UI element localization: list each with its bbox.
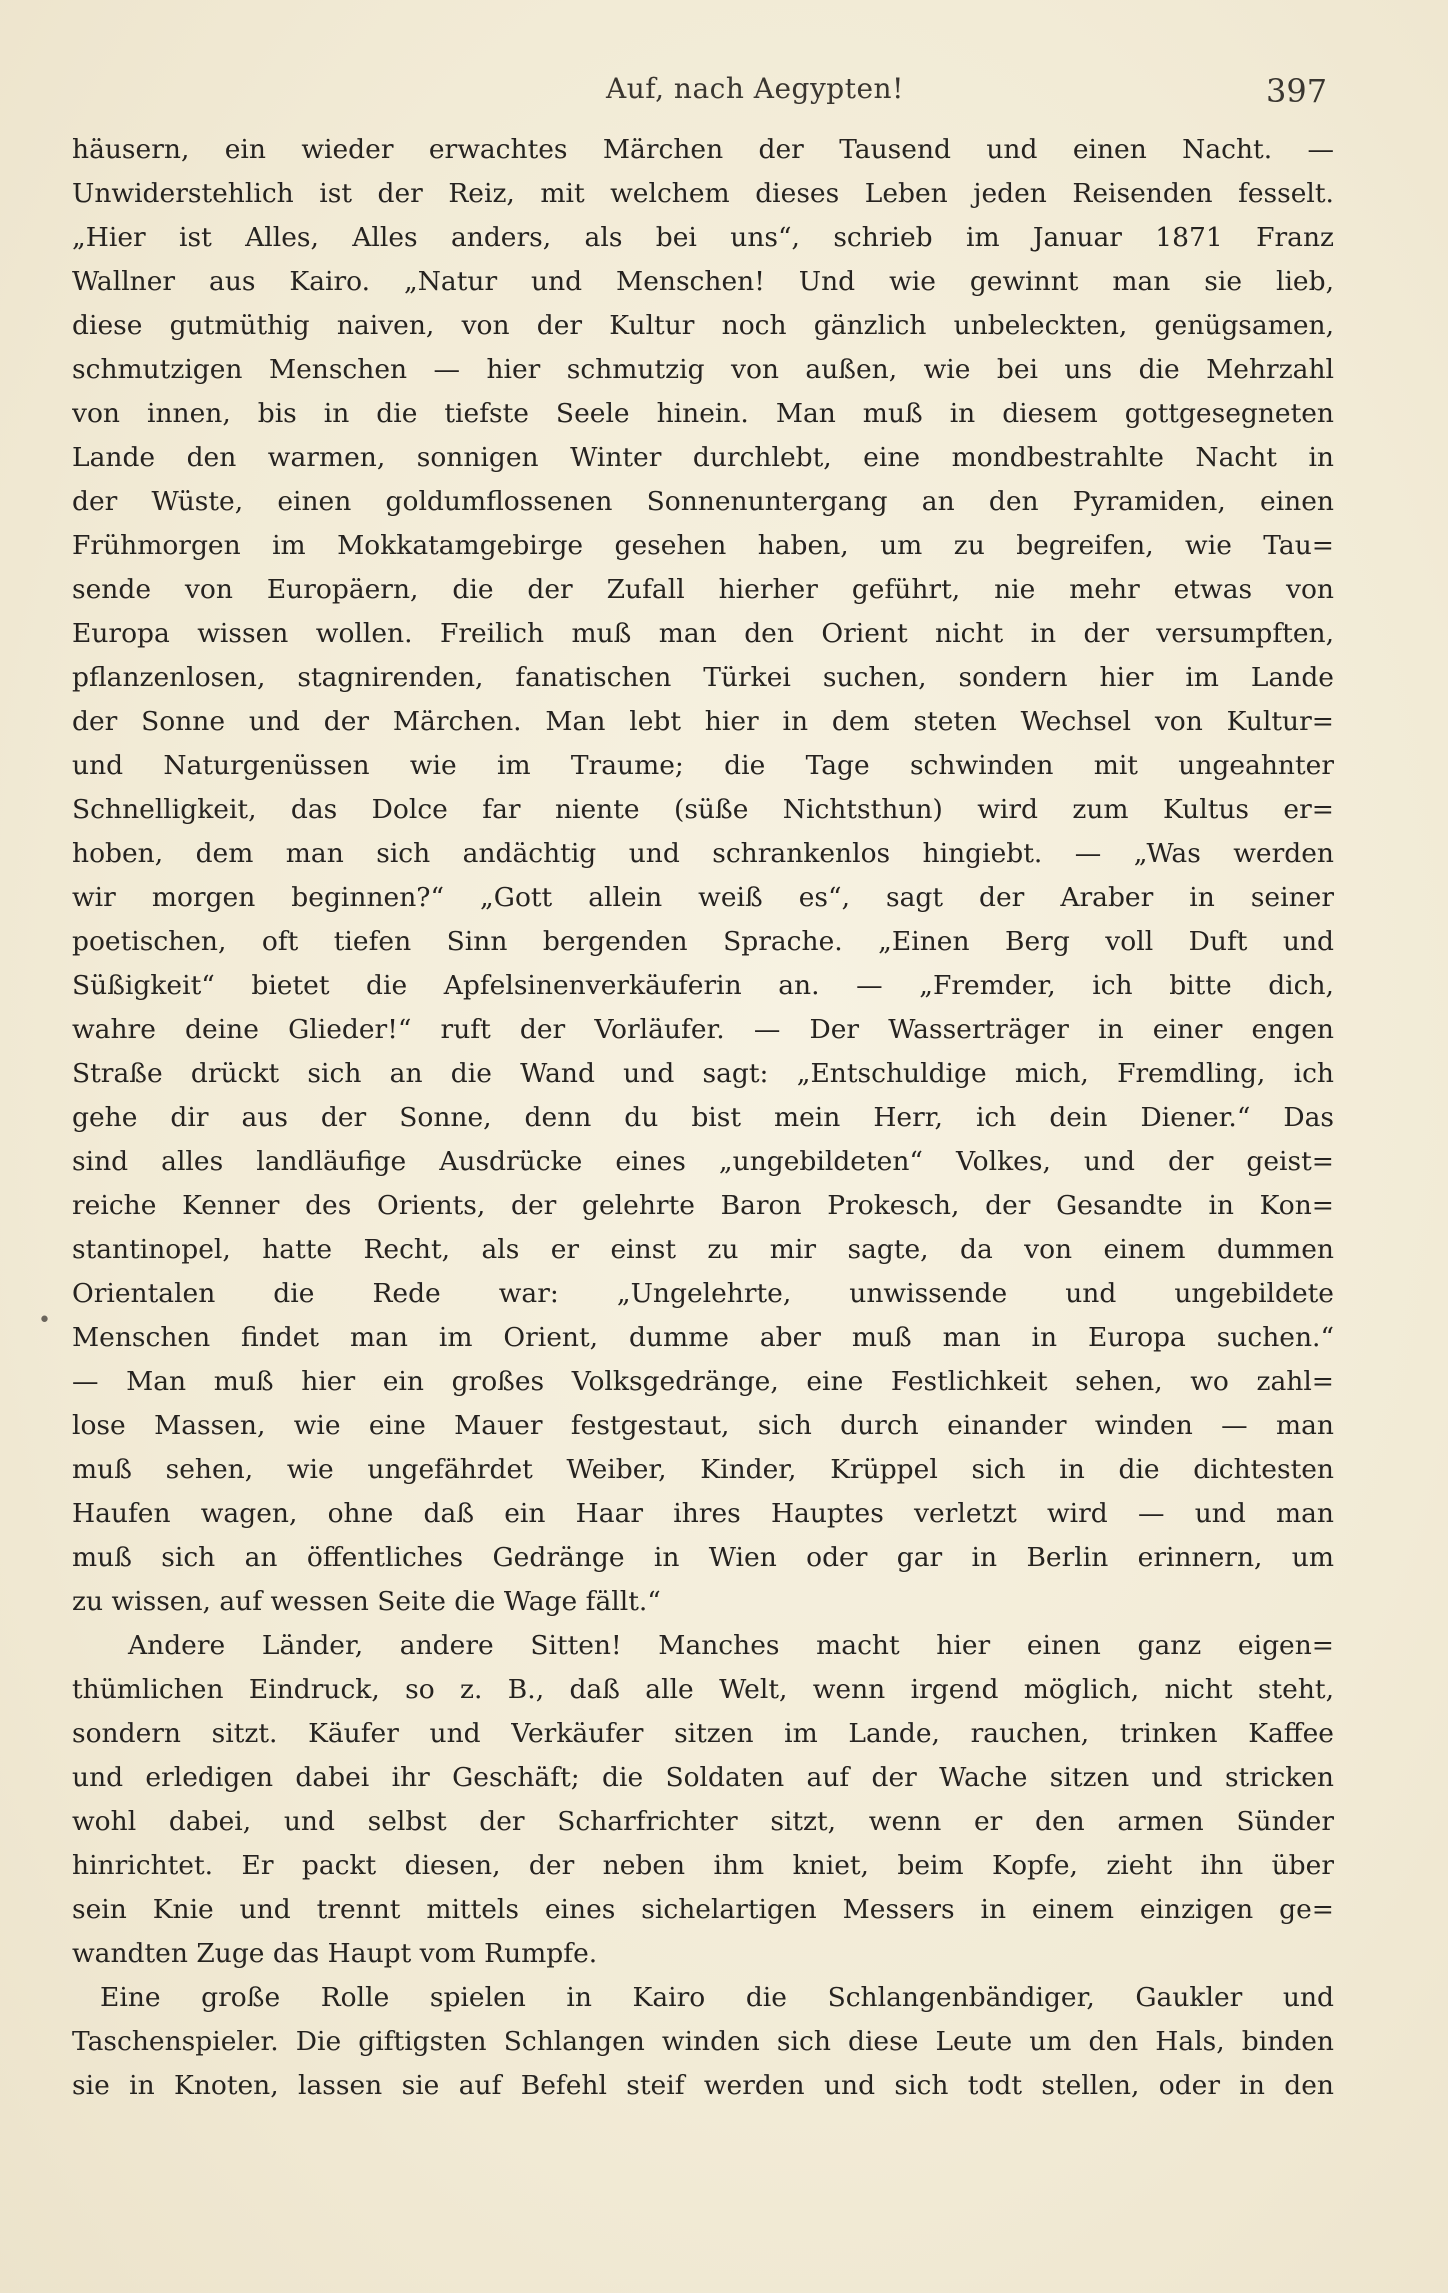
text-line-paragraph-end: zu wissen, auf wessen Seite die Wage fällt.“: [72, 1586, 661, 1617]
text-line: von innen, bis in die tiefste Seele hinein. Man muß in diesem gottgesegneten: [72, 398, 1334, 429]
text-line: Orientalen die Rede war: „Ungelehrte, unwissende und ungebildete: [72, 1278, 1334, 1309]
text-line: wohl dabei, und selbst der Scharfrichter sitzt, wenn er den armen Sünder: [72, 1806, 1334, 1837]
text-line: Unwiderstehlich ist der Reiz, mit welchem dieses Leben jeden Reisenden fesselt.: [72, 178, 1334, 209]
running-title: Auf, nach Aegypten!: [606, 72, 904, 105]
text-line: Wallner aus Kairo. „Natur und Menschen! Und wie gewinnt man sie lieb,: [72, 266, 1334, 297]
page-number: 397: [1266, 72, 1328, 110]
text-line-paragraph-start: Eine große Rolle spielen in Kairo die Schlangenbändiger, Gaukler und: [100, 1982, 1334, 2013]
text-line: sende von Europäern, die der Zufall hierher geführt, nie mehr etwas von: [72, 574, 1334, 605]
text-line: Süßigkeit“ bietet die Apfelsinenverkäuferin an. — „Fremder, ich bitte dich,: [72, 970, 1334, 1001]
text-line: Menschen findet man im Orient, dumme aber muß man in Europa suchen.“: [72, 1322, 1334, 1353]
text-line: sein Knie und trennt mittels eines sichelartigen Messers in einem einzigen ge=: [72, 1894, 1334, 1925]
text-line: gehe dir aus der Sonne, denn du bist mein Herr, ich dein Diener.“ Das: [72, 1102, 1334, 1133]
text-line: Schnelligkeit, das Dolce far niente (süße Nichtsthun) wird zum Kultus er=: [72, 794, 1334, 825]
text-line: reiche Kenner des Orients, der gelehrte Baron Prokesch, der Gesandte in Kon=: [72, 1190, 1334, 1221]
text-line: muß sich an öffentliches Gedränge in Wien oder gar in Berlin erinnern, um: [72, 1542, 1334, 1573]
text-line: hoben, dem man sich andächtig und schrankenlos hingiebt. — „Was werden: [72, 838, 1334, 869]
text-line: häusern, ein wieder erwachtes Märchen der Tausend und einen Nacht. —: [72, 134, 1334, 165]
text-line: Straße drückt sich an die Wand und sagt: „Entschuldige mich, Fremdling, ich: [72, 1058, 1334, 1089]
text-line: Europa wissen wollen. Freilich muß man den Orient nicht in der versumpften,: [72, 618, 1334, 649]
text-line: Haufen wagen, ohne daß ein Haar ihres Hauptes verletzt wird — und man: [72, 1498, 1334, 1529]
text-line: — Man muß hier ein großes Volksgedränge, eine Festlichkeit sehen, wo zahl=: [72, 1366, 1334, 1397]
text-line: pflanzenlosen, stagnirenden, fanatischen Türkei suchen, sondern hier im Lande: [72, 662, 1334, 693]
text-line: Taschenspieler. Die giftigsten Schlangen winden sich diese Leute um den Hals, binden: [72, 2026, 1334, 2057]
text-line: thümlichen Eindruck, so z. B., daß alle Welt, wenn irgend möglich, nicht steht,: [72, 1674, 1334, 1705]
text-line-paragraph-end: wandten Zuge das Haupt vom Rumpfe.: [72, 1938, 598, 1969]
text-line: und erledigen dabei ihr Geschäft; die Soldaten auf der Wache sitzen und stricken: [72, 1762, 1334, 1793]
text-line-paragraph-start: Andere Länder, andere Sitten! Manches macht hier einen ganz eigen=: [128, 1630, 1334, 1661]
text-line: der Wüste, einen goldumflossenen Sonnenuntergang an den Pyramiden, einen: [72, 486, 1334, 517]
text-line: sie in Knoten, lassen sie auf Befehl steif werden und sich todt stellen, oder in den: [72, 2070, 1334, 2101]
text-line: Lande den warmen, sonnigen Winter durchlebt, eine mondbestrahlte Nacht in: [72, 442, 1334, 473]
text-line: Frühmorgen im Mokkatamgebirge gesehen haben, um zu begreifen, wie Tau=: [72, 530, 1334, 561]
text-line: poetischen, oft tiefen Sinn bergenden Sprache. „Einen Berg voll Duft und: [72, 926, 1334, 957]
text-line: lose Massen, wie eine Mauer festgestaut, sich durch einander winden — man: [72, 1410, 1334, 1441]
text-line: der Sonne und der Märchen. Man lebt hier in dem steten Wechsel von Kultur=: [72, 706, 1334, 737]
text-line: und Naturgenüssen wie im Traume; die Tage schwinden mit ungeahnter: [72, 750, 1334, 781]
margin-mark: •: [38, 1308, 51, 1333]
text-line: diese gutmüthig naiven, von der Kultur noch gänzlich unbeleckten, genügsamen,: [72, 310, 1334, 341]
text-line: „Hier ist Alles, Alles anders, als bei uns“, schrieb im Januar 1871 Franz: [72, 222, 1334, 253]
text-line: wir morgen beginnen?“ „Gott allein weiß es“, sagt der Araber in seiner: [72, 882, 1334, 913]
text-line: muß sehen, wie ungefährdet Weiber, Kinder, Krüppel sich in die dichtesten: [72, 1454, 1334, 1485]
text-line: schmutzigen Menschen — hier schmutzig von außen, wie bei uns die Mehrzahl: [72, 354, 1334, 385]
text-line: stantinopel, hatte Recht, als er einst zu mir sagte, da von einem dummen: [72, 1234, 1334, 1265]
body-text: [72, 128, 1334, 2108]
text-line: sind alles landläufige Ausdrücke eines „ungebildeten“ Volkes, und der geist=: [72, 1146, 1334, 1177]
text-line: hinrichtet. Er packt diesen, der neben ihm kniet, beim Kopfe, zieht ihn über: [72, 1850, 1334, 1881]
text-line: wahre deine Glieder!“ ruft der Vorläufer. — Der Wasserträger in einer engen: [72, 1014, 1334, 1045]
text-line: sondern sitzt. Käufer und Verkäufer sitzen im Lande, rauchen, trinken Kaffee: [72, 1718, 1334, 1749]
